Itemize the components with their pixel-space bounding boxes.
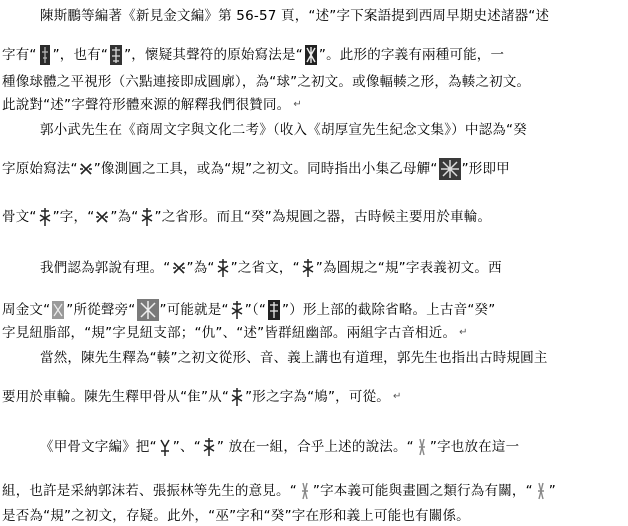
text-run: ” [548, 483, 556, 499]
ancient-glyph-icon [172, 257, 186, 279]
paragraph-mark: ↵ [459, 327, 468, 338]
ancient-glyph-icon [51, 299, 65, 321]
text-run: ”形即甲 [461, 161, 510, 177]
text-line [40, 6, 628, 26]
text-line [40, 120, 628, 140]
ancient-glyph-icon [267, 299, 281, 321]
ancient-glyph-icon [38, 44, 52, 66]
text-run: 《甲骨文字編》把“ [40, 439, 157, 455]
ancient-glyph-icon [109, 44, 123, 66]
text-line [40, 257, 628, 279]
ancient-glyph-icon [230, 299, 244, 321]
text-line [2, 299, 628, 321]
text-run: ”。此形的字義有兩種可能，一 [318, 47, 505, 63]
ancient-glyph-icon [534, 480, 548, 502]
text-run: 要用於車輪。陳先生釋甲骨从“隹”从“ [2, 389, 230, 405]
paragraph-mark: ↵ [293, 99, 302, 110]
text-run: 周金文“ [2, 302, 51, 318]
ancient-glyph-icon [95, 206, 109, 228]
text-line [2, 323, 628, 343]
ancient-glyph-icon [439, 158, 461, 180]
text-line [40, 348, 628, 368]
text-run: ” 放在一組，合乎上述的說法。“ [216, 439, 414, 455]
ancient-glyph-icon [158, 436, 172, 458]
ancient-glyph-icon [137, 299, 159, 321]
ancient-glyph-icon [298, 480, 312, 502]
text-run: 當然，陳先生釋為“輳”之初文從形、音、義上講也有道理，郭先生也指出古時規圓主 [40, 350, 548, 366]
text-run: 此說對“述”字聲符形體來源的解釋我們很贊同。 [2, 97, 291, 113]
text-run: ”像測圓之工具，或為“規”之初文。同時指出小集乙母觶“ [93, 161, 438, 177]
text-run: ”之省文，“ [230, 260, 300, 276]
text-run: ”之省形。而且“癸”為規圓之器，古時候主要用於車輪。 [154, 209, 492, 225]
text-run: ”、“ [172, 439, 201, 455]
text-line [2, 206, 628, 228]
ancient-glyph-icon [140, 206, 154, 228]
paragraph-mark: ↵ [392, 391, 402, 402]
ancient-glyph-icon [230, 386, 244, 408]
text-run: 陳斯鵬等編著《新見金文編》第 56-57 頁，“述”字下案語提到西周早期史述諸器“述 [40, 8, 550, 24]
text-run: ”形之字為“鳩”，可從。 [245, 389, 390, 405]
text-line [2, 95, 628, 115]
text-run: 字見紐脂部，“規”字見紐支部；“仇”、“述”皆群紐幽部。兩組字古音相近。 [2, 325, 457, 341]
ancient-glyph-icon [38, 206, 52, 228]
text-run: ”（“ [244, 302, 267, 318]
text-run: ”，也有“ [52, 47, 109, 63]
text-run: 郭小武先生在《商周文字與文化二考》（收入《胡厚宣先生紀念文集》）中認為“癸 [40, 122, 527, 138]
text-run: ”為圓規之“規”字表義初文。西 [315, 260, 502, 276]
text-run: ”，懷疑其聲符的原始寫法是“ [124, 47, 303, 63]
ancient-glyph-icon [415, 436, 429, 458]
text-line [40, 436, 628, 458]
text-run: ”字也放在這一 [429, 439, 520, 455]
text-run: 字有“ [2, 47, 37, 63]
text-run: 是否為“規”之初文，存疑。此外，“巫”字和“癸”字在形和義上可能也有關係。 [2, 508, 470, 524]
text-line [2, 480, 628, 502]
text-line [2, 72, 628, 92]
text-run: ”為“ [110, 209, 139, 225]
text-run: ”字本義可能與畫圓之類行為有關，“ [312, 483, 533, 499]
text-run: 字原始寫法“ [2, 161, 78, 177]
text-line [2, 158, 628, 180]
ancient-glyph-icon [304, 44, 318, 66]
text-run: 我們認為郭說有理。“ [40, 260, 171, 276]
ancient-glyph-icon [202, 436, 216, 458]
text-run: ”所從聲旁“ [66, 302, 136, 318]
text-run: ”為“ [186, 260, 215, 276]
text-run: ”字，“ [52, 209, 95, 225]
text-run: 骨文“ [2, 209, 37, 225]
text-line [2, 386, 628, 408]
text-line [2, 44, 628, 66]
text-run: ”）形上部的截除省略。上古音“癸” [282, 302, 496, 318]
text-line [2, 506, 628, 526]
ancient-glyph-icon [79, 158, 93, 180]
ancient-glyph-icon [301, 257, 315, 279]
text-run: 組，也許是采納郭沫若、張振林等先生的意見。“ [2, 483, 297, 499]
text-run: ”可能就是“ [159, 302, 229, 318]
ancient-glyph-icon [216, 257, 230, 279]
text-run: 種像球體之平視形（六點連接即成圓廓），為“球”之初文。或像輻輳之形，為輳之初文。 [2, 74, 531, 90]
